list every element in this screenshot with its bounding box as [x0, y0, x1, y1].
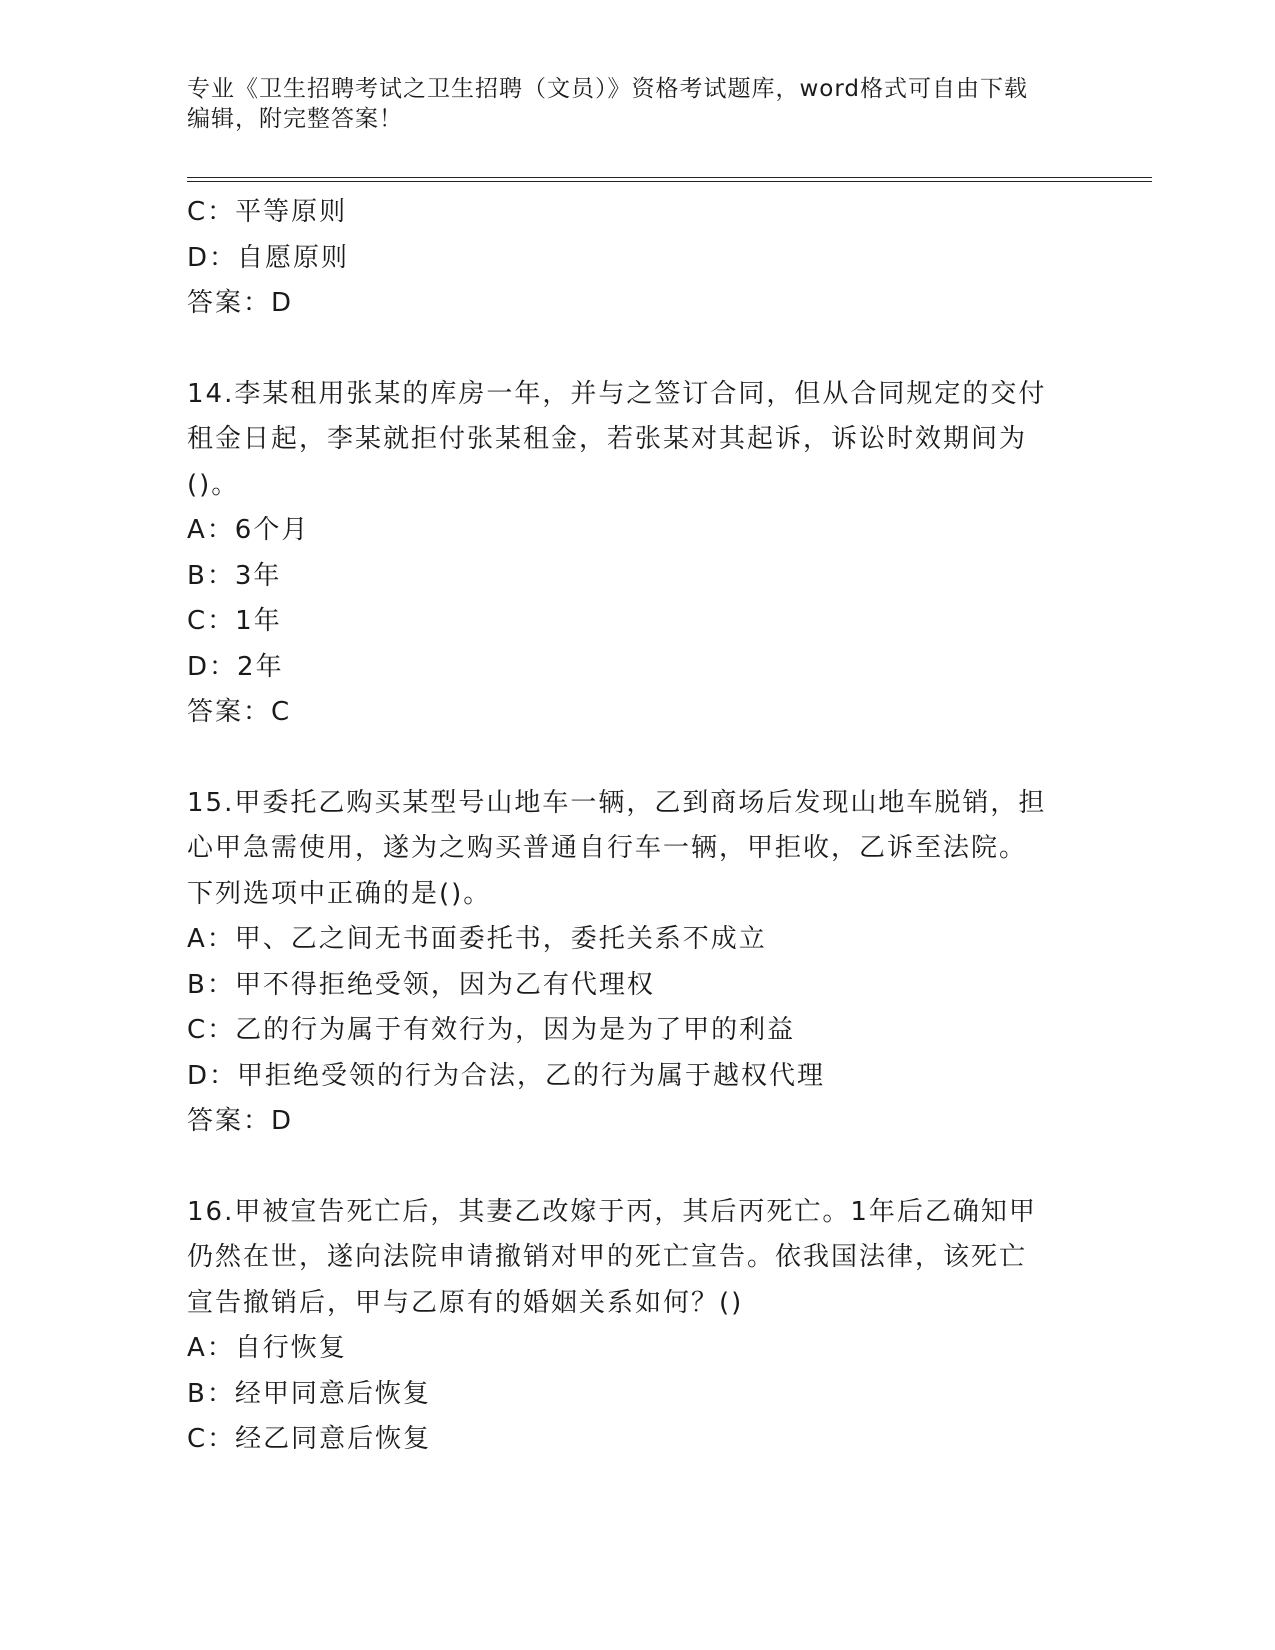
- answer-line: 答案：C: [187, 697, 292, 727]
- question-stem-line: 租金日起，李某就拒付张某租金，若张某对其起诉，诉讼时效期间为: [187, 424, 1028, 454]
- question-stem-line: 心甲急需使用，遂为之购买普通自行车一辆，甲拒收，乙诉至法院。: [187, 833, 1028, 863]
- question-stem-line: 16.甲被宣告死亡后，其妻乙改嫁于丙，其后丙死亡。1年后乙确知甲: [187, 1196, 1037, 1227]
- question-15: [187, 781, 1087, 1145]
- option-a: A：6个月: [187, 515, 310, 545]
- question-content: [187, 190, 1087, 1463]
- option-c: C：经乙同意后恢复: [187, 1424, 432, 1454]
- question-stem-line: 下列选项中正确的是()。: [187, 878, 492, 909]
- page-header: [187, 74, 1067, 134]
- question-stem-line: 14.李某租用张某的库房一年，并与之签订合同，但从合同规定的交付: [187, 378, 1047, 409]
- question-16: [187, 1190, 1087, 1463]
- answer-line: 答案：D: [187, 288, 294, 318]
- option-a: A：甲、乙之间无书面委托书，委托关系不成立: [187, 924, 767, 954]
- question-stem-line: 仍然在世，遂向法院申请撤销对甲的死亡宣告。依我国法律，该死亡: [187, 1242, 1028, 1272]
- header-double-rule: [187, 177, 1152, 182]
- option-d: D：自愿原则: [187, 242, 350, 273]
- question-stem-line: 宣告撤销后，甲与乙原有的婚姻关系如何？(): [187, 1287, 744, 1318]
- question-stem-line: ()。: [187, 469, 240, 500]
- option-b: B：3年: [187, 560, 282, 591]
- option-c: C：1年: [187, 606, 282, 636]
- option-a: A：自行恢复: [187, 1333, 347, 1363]
- question-14: [187, 372, 1087, 736]
- question-13-tail: [187, 190, 1087, 327]
- question-stem-line: 15.甲委托乙购买某型号山地车一辆，乙到商场后发现山地车脱销，担: [187, 787, 1047, 818]
- option-b: B：经甲同意后恢复: [187, 1378, 431, 1409]
- header-line-2: 编辑，附完整答案！: [187, 106, 403, 132]
- option-c: C：平等原则: [187, 197, 348, 227]
- option-b: B：甲不得拒绝受领，因为乙有代理权: [187, 969, 655, 1000]
- option-d: D：甲拒绝受领的行为合法，乙的行为属于越权代理: [187, 1060, 826, 1091]
- answer-line: 答案：D: [187, 1106, 294, 1136]
- header-line-1: 专业《卫生招聘考试之卫生招聘（文员）》资格考试题库，word格式可自由下载: [187, 76, 1029, 102]
- option-d: D：2年: [187, 651, 284, 682]
- option-c: C：乙的行为属于有效行为，因为是为了甲的利益: [187, 1015, 796, 1045]
